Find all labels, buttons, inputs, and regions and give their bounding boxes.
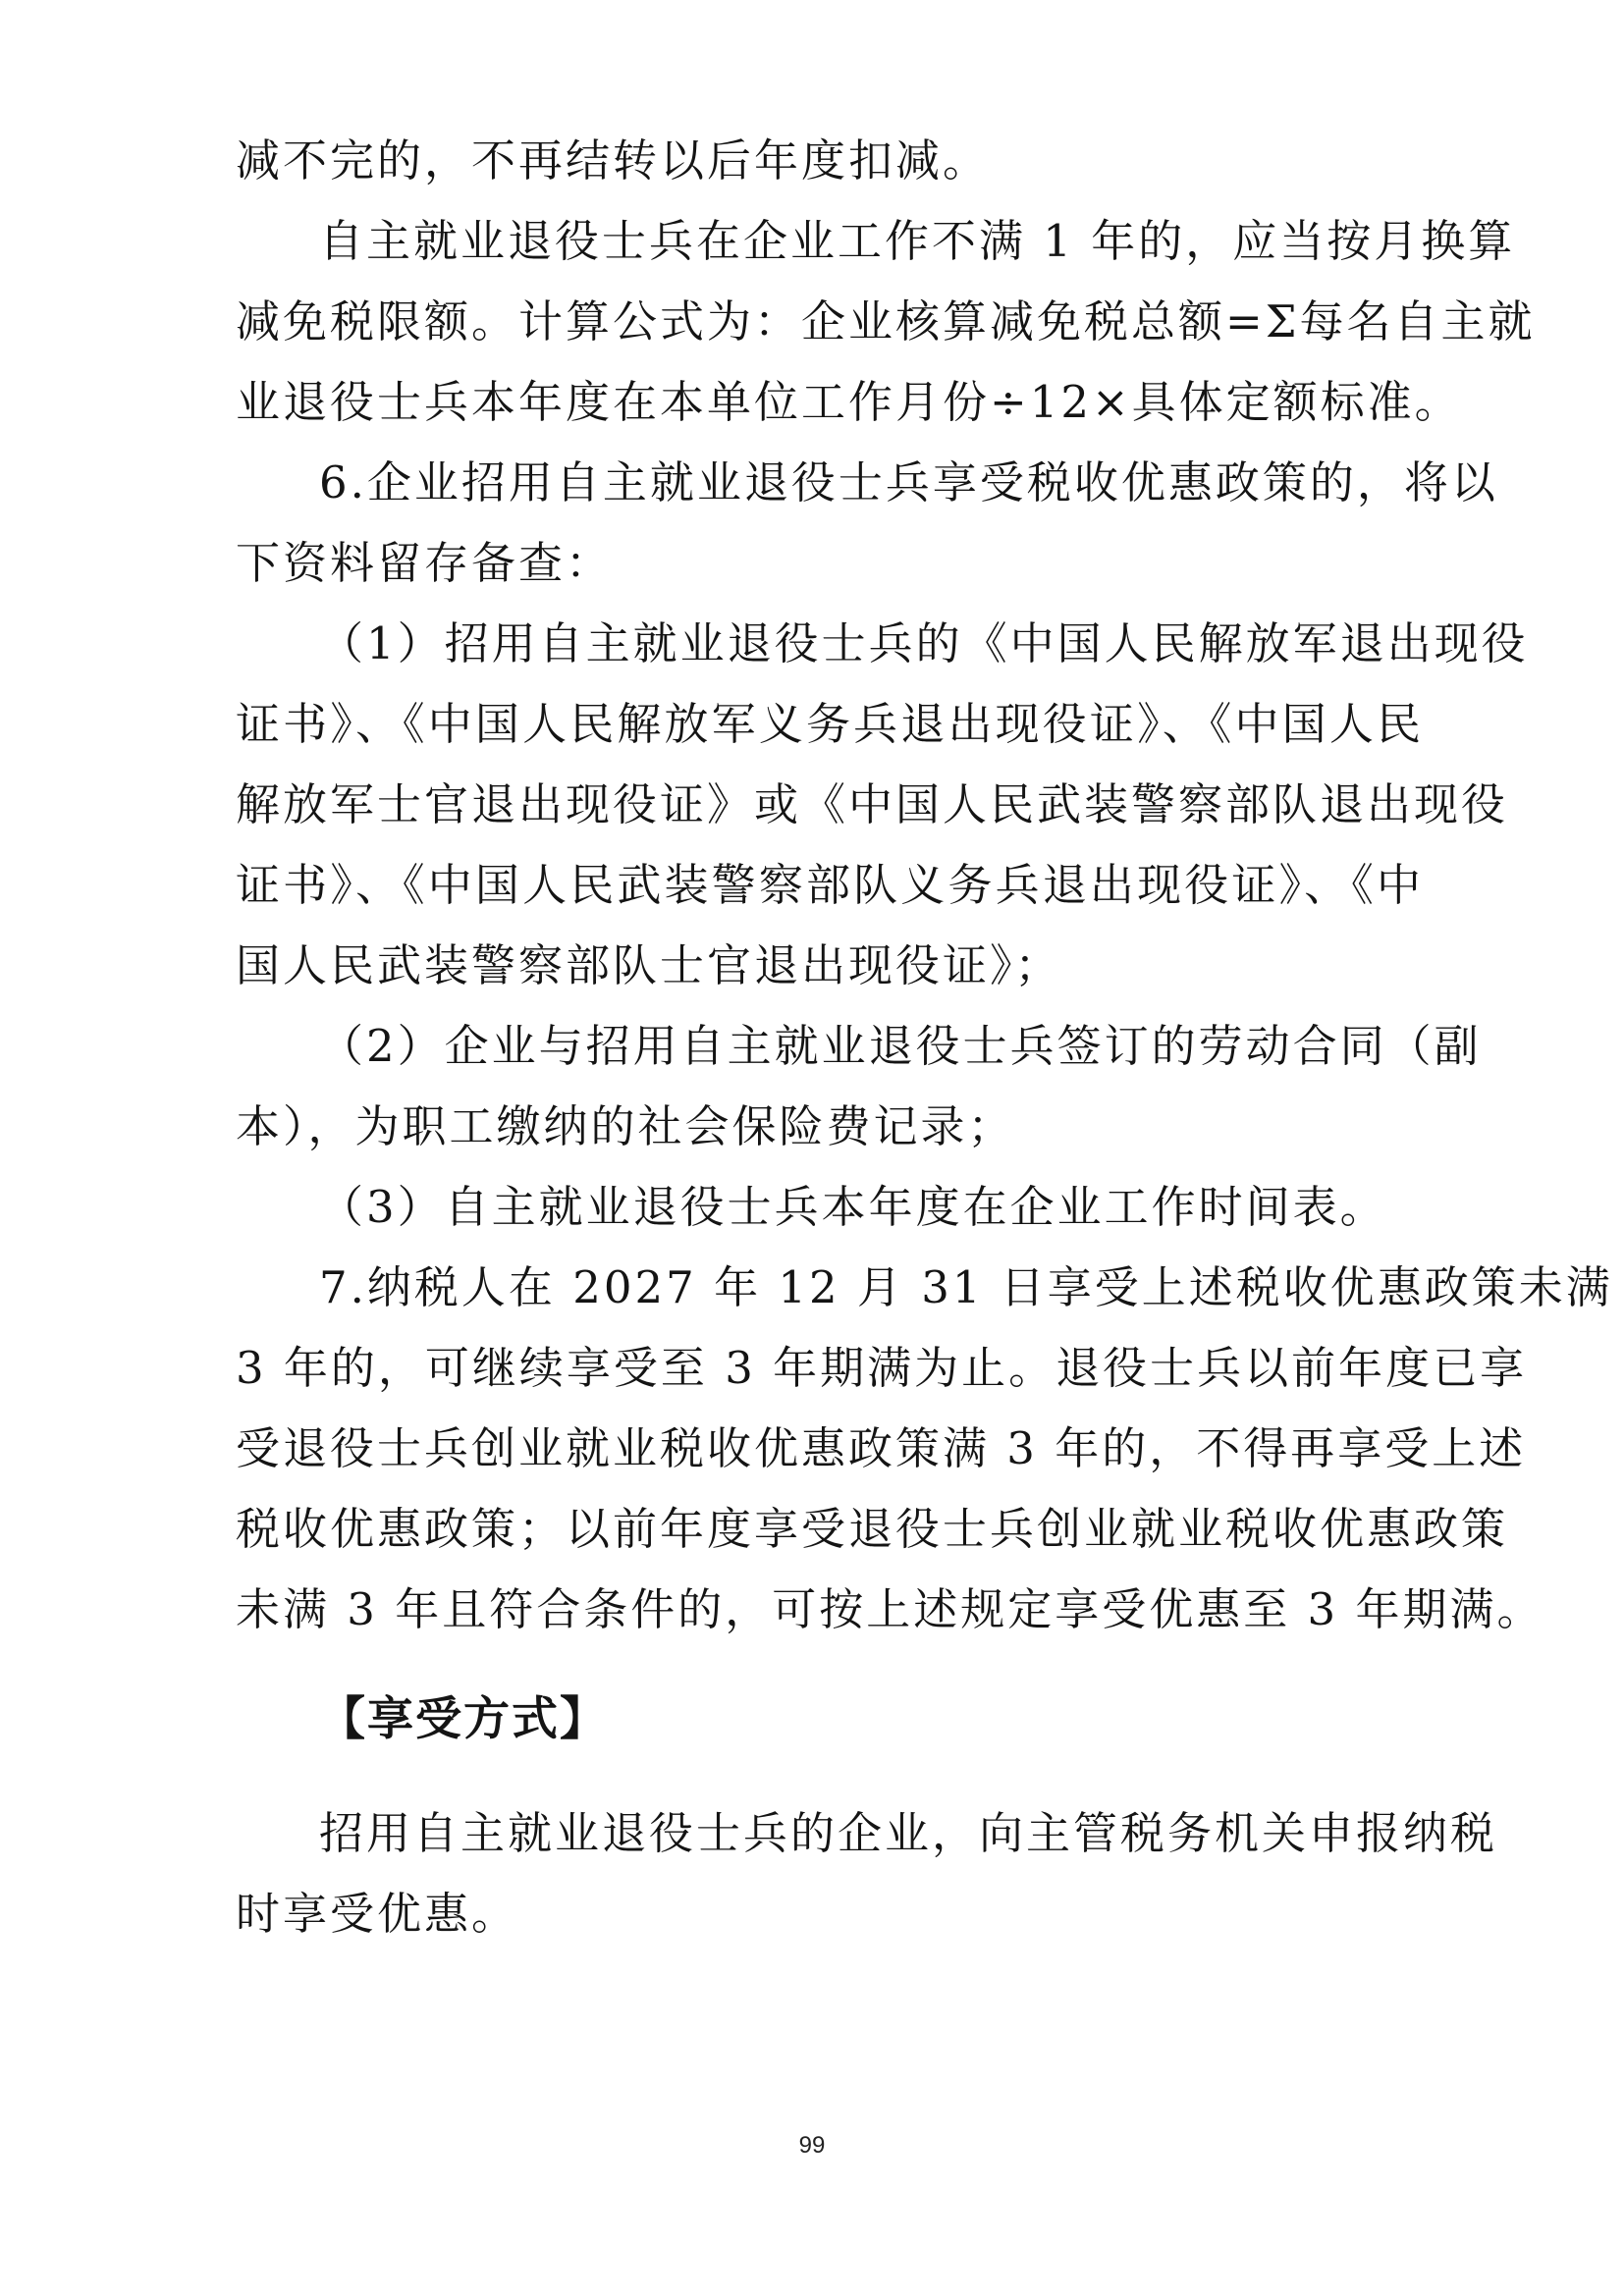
text-line: 招用自主就业退役士兵的企业，向主管税务机关申报纳税	[319, 1807, 1498, 1859]
text-line: 7.纳税人在 2027 年 12 月 31 日享受上述税收优惠政策未满	[319, 1261, 1613, 1313]
text-line: 本），为职工缴纳的社会保险费记录；	[236, 1100, 1015, 1152]
text-line: 自主就业退役士兵在企业工作不满 1 年的，应当按月换算	[319, 215, 1516, 267]
text-line: 减免税限额。计算公式为：企业核算减免税总额=Σ每名自主就	[236, 295, 1536, 347]
page-number: 99	[798, 2132, 826, 2159]
text-line: 解放军士官退出现役证》或《中国人民武装警察部队退出现役	[236, 778, 1509, 830]
text-line: 证书》、《中国人民武装警察部队义务兵退出现役证》、《中	[236, 859, 1424, 911]
text-line: 国人民武装警察部队士官退出现役证》；	[236, 939, 1062, 991]
text-line: （3）自主就业退役士兵本年度在企业工作时间表。	[319, 1181, 1387, 1233]
text-line: 3 年的，可继续享受至 3 年期满为止。退役士兵以前年度已享	[236, 1342, 1528, 1394]
text-line: 证书》、《中国人民解放军义务兵退出现役证》、《中国人民	[236, 698, 1424, 750]
text-line: （2）企业与招用自主就业退役士兵签订的劳动合同（副	[319, 1020, 1482, 1072]
text-line: 税收优惠政策；以前年度享受退役士兵创业就业税收优惠政策	[236, 1503, 1509, 1555]
text-line: 减不完的，不再结转以后年度扣减。	[236, 134, 991, 187]
text-line: 业退役士兵本年度在本单位工作月份÷12×具体定额标准。	[236, 376, 1462, 428]
text-line: 下资料留存备查：	[236, 537, 614, 589]
text-line: 未满 3 年且符合条件的，可按上述规定享受优惠至 3 年期满。	[236, 1583, 1544, 1635]
text-line: 受退役士兵创业就业税收优惠政策满 3 年的，不得再享受上述	[236, 1422, 1527, 1474]
text-line: （1）招用自主就业退役士兵的《中国人民解放军退出现役	[319, 617, 1529, 669]
section-heading: 【享受方式】	[319, 1692, 608, 1746]
text-line: 时享受优惠。	[236, 1888, 519, 1940]
text-line: 6.企业招用自主就业退役士兵享受税收优惠政策的，将以	[319, 456, 1498, 508]
